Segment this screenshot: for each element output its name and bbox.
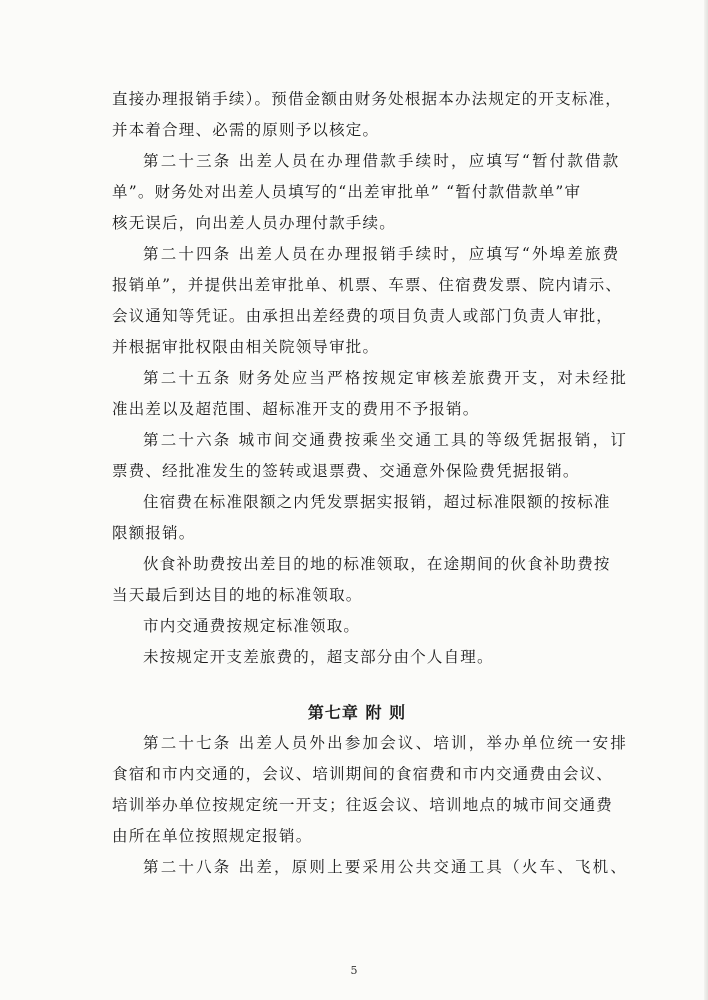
article-24-line: 第二十四条 出差人员在办理报销手续时，应填写“外埠差旅费 [143, 245, 621, 263]
paragraph-line: 核无误后，向出差人员办理付款手续。 [112, 214, 396, 232]
page-content [112, 84, 629, 883]
page-number: 5 [350, 964, 358, 977]
paragraph-line: 住宿费在标准限额之内凭发票据实报销，超过标准限额的按标准 [143, 493, 611, 511]
paragraph-line: 报销单”，并提供出差审批单、机票、车票、住宿费发票、院内请示、 [112, 276, 623, 294]
scan-edge-shadow [704, 0, 708, 1000]
article-25-line: 第二十五条 财务处应当严格按规定审核差旅费开支，对未经批 [143, 369, 629, 387]
article-23-line: 第二十三条 出差人员在办理借款手续时，应填写“暂付款借款 [143, 152, 621, 170]
paragraph-line: 限额报销。 [112, 524, 196, 542]
article-28-line: 第二十八条 出差，原则上要采用公共交通工具（火车、飞机、 [143, 858, 629, 876]
paragraph-line: 当天最后到达目的地的标准领取。 [112, 586, 363, 604]
paragraph-line: 准出差以及超范围、超标准开支的费用不予报销。 [112, 400, 480, 418]
paragraph-line: 并本着合理、必需的原则予以核定。 [112, 121, 380, 139]
paragraph-line: 伙食补助费按出差目的地的标准领取，在途期间的伙食补助费按 [143, 555, 611, 573]
chapter-heading: 第七章 附 则 [307, 703, 407, 722]
paragraph-line: 市内交通费按规定标准领取。 [143, 617, 361, 635]
article-27-line: 第二十七条 出差人员外出参加会议、培训，举办单位统一安排 [143, 734, 629, 752]
paragraph-line: 培训举办单位按规定统一开支；往返会议、培训地点的城市间交通费 [112, 796, 614, 814]
paragraph-line: 直接办理报销手续）。预借金额由财务处根据本办法规定的开支标准， [112, 90, 622, 108]
paragraph-line: 票费、经批准发生的签转或退票费、交通意外保险费凭据报销。 [112, 462, 580, 480]
paragraph-line: 并根据审批权限由相关院领导审批。 [112, 338, 380, 356]
paragraph-line: 未按规定开支差旅费的，超支部分由个人自理。 [143, 648, 494, 666]
paragraph-line: 单”。财务处对出差人员填写的“出差审批单” “暂付款借款单”审 [112, 183, 582, 201]
paragraph-line: 由所在单位按照规定报销。 [112, 827, 313, 845]
paragraph-line: 会议通知等凭证。由承担出差经费的项目负责人或部门负责人审批， [112, 307, 614, 325]
paragraph-line: 食宿和市内交通的，会议、培训期间的食宿费和市内交通费由会议、 [112, 765, 614, 783]
article-26-line: 第二十六条 城市间交通费按乘坐交通工具的等级凭据报销，订 [143, 431, 629, 449]
